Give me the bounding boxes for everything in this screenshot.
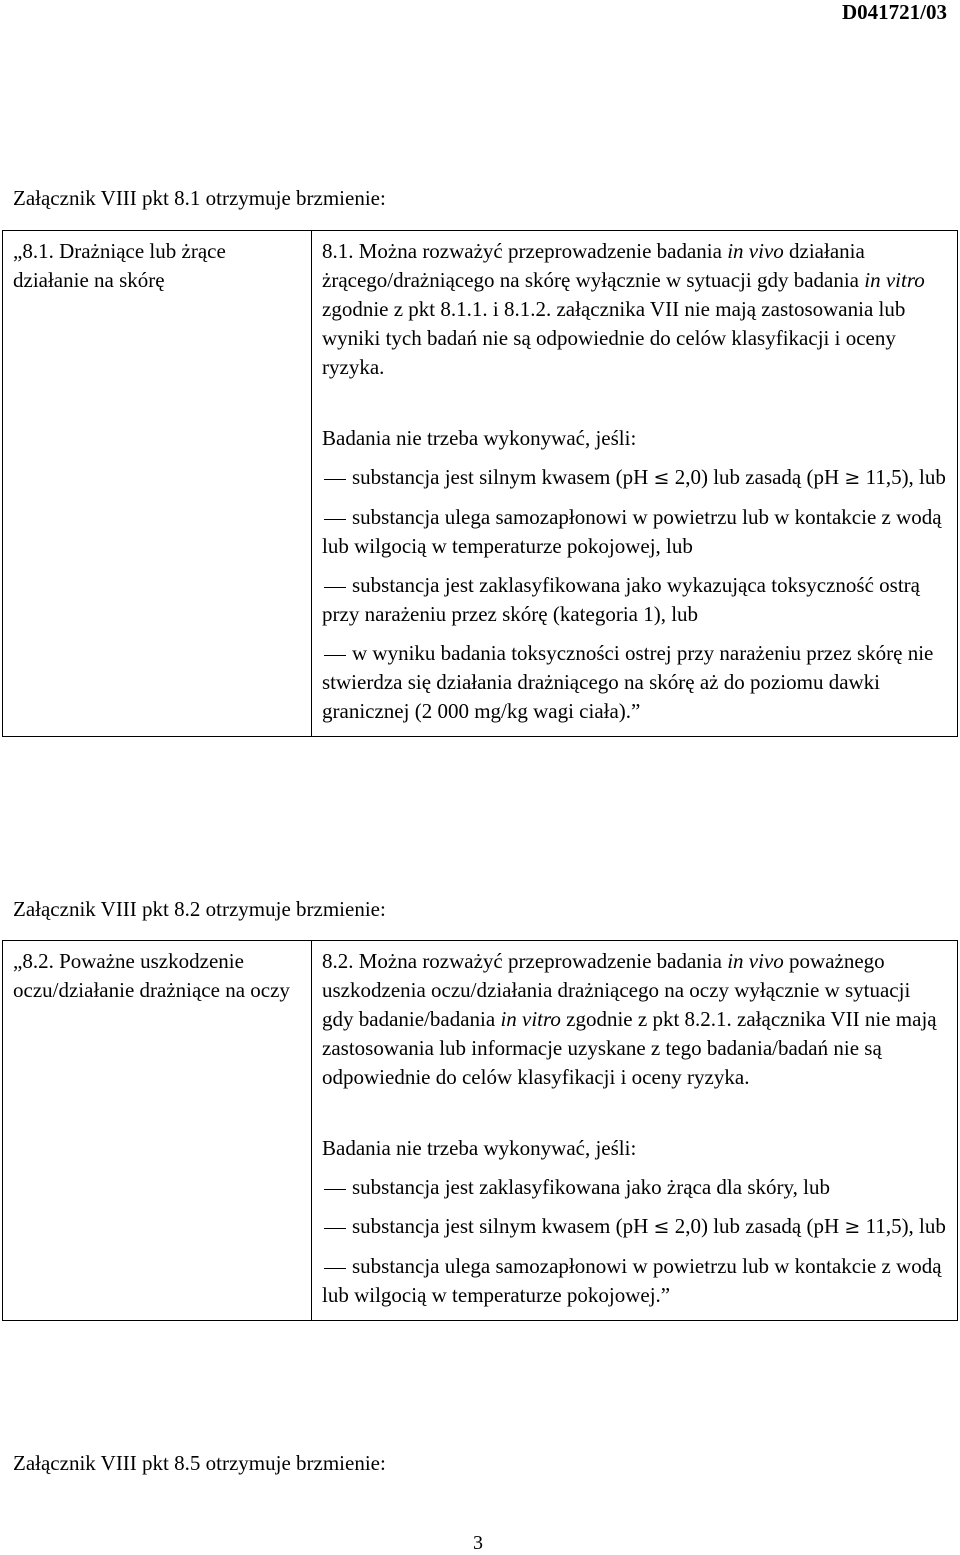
section-intro-8-2: Załącznik VIII pkt 8.2 otrzymuje brzmienie: [13,897,386,921]
main-paragraph [322,947,947,1092]
waiver-intro: Badania nie trzeba wykonywać, jeśli: [322,426,637,450]
paragraph-text: zgodnie z pkt 8.1.1. i 8.1.2. załącznika VII nie mają zastosowania lub wyniki tych badań nie są odpowiednie do celów klasyfikacji i oceny ryzyka. [322,297,906,379]
waiver-item [322,1173,947,1202]
waiver-item [322,639,947,726]
item-text: 11,5), lub [860,1214,946,1238]
item-text: substancja ulega samozapłonowi w powietrzu lub w kontakcie z wodą lub wilgocią w temperaturze pokojowej, lub [322,505,942,558]
italic-term: in vivo [727,239,784,263]
item-text: substancja jest silnym kwasem (pH [352,465,654,489]
less-equal-symbol: ≤ [653,467,670,489]
dash-icon [324,519,346,520]
section-content-cell [312,231,958,737]
greater-equal-symbol: ≥ [844,467,861,489]
section-intro-8-1: Załącznik VIII pkt 8.1 otrzymuje brzmienie: [13,186,386,210]
section-intro-8-5: Załącznik VIII pkt 8.5 otrzymuje brzmienie: [13,1451,386,1475]
dash-icon [324,1268,346,1269]
paragraph-text: działania żrącego/drażniącego na skórę wyłącznie w sytuacji gdy badania [322,239,865,292]
paragraph-text: 8.2. Można rozważyć przeprowadzenie badania [322,949,728,973]
waiver-item [322,1252,947,1310]
waiver-item [322,571,947,629]
item-text: substancja ulega samozapłonowi w powietrzu lub w kontakcie z wodą lub wilgocią w temperaturze pokojowej.” [322,1254,942,1307]
amendment-table-8-1 [2,230,958,737]
section-heading-cell [3,941,312,1321]
paragraph-text: zgodnie z pkt 8.2.1. załącznika VII nie mają zastosowania lub informacje uzyskane z tego badania/badań nie są odpowiednie do celów klasyfikacji i oceny ryzyka. [322,1007,937,1089]
section-heading: „8.2. Poważne uszkodzenie oczu/działanie drażniące na oczy [13,949,290,1002]
item-text: substancja jest zaklasyfikowana jako żrąca dla skóry, lub [352,1175,830,1199]
italic-term: in vitro [500,1007,561,1031]
dash-icon [324,587,346,588]
item-text: w wyniku badania toksyczności ostrej przy narażeniu przez skórę nie stwierdza się działania drażniącego na skórę aż do poziomu dawki granicznej (2 000 mg/kg wagi ciała).” [322,641,934,723]
dash-icon [324,655,346,656]
item-text: 2,0) lub zasadą (pH [669,465,845,489]
greater-equal-symbol: ≥ [844,1216,861,1238]
document-id: D041721/03 [842,0,947,24]
page-number: 3 [473,1532,483,1554]
amendment-table-8-2 [2,940,958,1321]
waiver-item [322,463,947,493]
dash-icon [324,1189,346,1190]
section-content-cell [312,941,958,1321]
italic-term: in vivo [727,949,784,973]
item-text: substancja jest zaklasyfikowana jako wykazująca toksyczność ostrą przy narażeniu przez skórę (kategoria 1), lub [322,573,920,626]
section-heading: „8.1. Drażniące lub żrące działanie na skórę [13,239,226,292]
italic-term: in vitro [864,268,925,292]
dash-icon [324,479,346,480]
less-equal-symbol: ≤ [653,1216,670,1238]
paragraph-text: 8.1. Można rozważyć przeprowadzenie badania [322,239,728,263]
waiver-intro: Badania nie trzeba wykonywać, jeśli: [322,1136,637,1160]
section-heading-cell [3,231,312,737]
item-text: 2,0) lub zasadą (pH [669,1214,845,1238]
item-text: 11,5), lub [860,465,946,489]
waiver-item [322,1212,947,1242]
item-text: substancja jest silnym kwasem (pH [352,1214,654,1238]
main-paragraph [322,237,947,382]
dash-icon [324,1228,346,1229]
paragraph-text: poważnego uszkodzenia oczu/działania drażniącego na oczy wyłącznie w sytuacji gdy badanie/badania [322,949,911,1031]
waiver-item [322,503,947,561]
